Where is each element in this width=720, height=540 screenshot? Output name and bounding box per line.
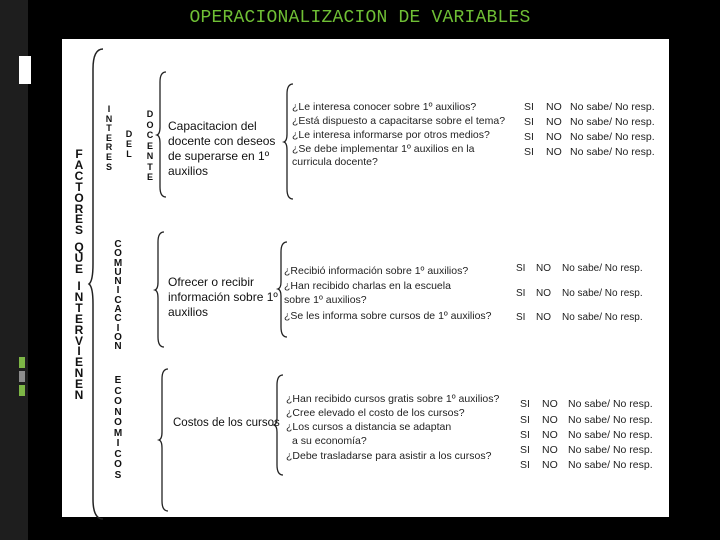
group2-question-4: ¿Se les informa sobre cursos de 1º auxilios? [284, 310, 492, 322]
vertical-letter: E [105, 151, 112, 162]
group3-question-2: ¿Cree elevado el costo de los cursos? [286, 407, 465, 419]
vertical-letter: M [113, 427, 123, 439]
diagram-panel [62, 39, 669, 517]
group3-answer-row [520, 398, 653, 411]
vertical-letter: E [74, 212, 83, 227]
answer-nsnr: No sabe/ No resp. [568, 398, 653, 410]
vertical-letter: T [75, 179, 83, 194]
vertical-letter: F [75, 147, 83, 161]
vertical-letter: E [74, 377, 83, 392]
vertical-letter: N [74, 388, 84, 403]
group3-brace [159, 369, 169, 511]
vertical-letter: M [113, 257, 123, 269]
answer-no: NO [542, 444, 558, 456]
group2-answer-row [516, 311, 643, 324]
group3-answer-row [520, 444, 653, 457]
answer-no: NO [536, 312, 551, 323]
group2-question-1: ¿Recibió información sobre 1º auxilios? [284, 265, 469, 277]
answer-nsnr: No sabe/ No resp. [568, 414, 653, 426]
vertical-letter: T [147, 161, 153, 172]
slide-title: OPERACIONALIZACION DE VARIABLES [189, 8, 531, 28]
answer-si: SI [516, 312, 526, 323]
vertical-letter: E [74, 262, 83, 277]
answer-nsnr: No sabe/ No resp. [562, 312, 643, 323]
accent-block [19, 56, 31, 84]
group2-question-3: sobre 1º auxilios? [284, 294, 367, 306]
main-vertical-label [72, 149, 86, 401]
vertical-letter: N [114, 276, 122, 288]
vertical-letter: E [105, 132, 112, 143]
vertical-letter: U [74, 251, 84, 266]
vertical-letter: E [125, 139, 132, 149]
vertical-letter: C [114, 313, 122, 325]
vertical-letter: E [114, 375, 122, 386]
group1-question-2: ¿Está dispuesto a capacitarse sobre el tema? [292, 115, 506, 127]
answer-nsnr: No sabe/ No resp. [570, 101, 655, 113]
vertical-letter: C [74, 168, 84, 183]
group1-question-3: ¿Le interesa informarse por otros medios? [292, 129, 490, 141]
group3-question-3: ¿Los cursos a distancia se adaptan [286, 421, 452, 433]
vertical-letter: A [74, 157, 84, 172]
vertical-letter: E [74, 355, 83, 370]
answer-si: SI [520, 459, 530, 471]
vertical-letter: S [114, 469, 122, 481]
answer-si: SI [516, 288, 526, 299]
vertical-letter: T [106, 123, 112, 134]
vertical-letter: I [116, 322, 120, 334]
deco-square-green-1 [19, 357, 25, 368]
vertical-letter: D [125, 129, 133, 139]
group1-answer-row [524, 146, 655, 159]
group1-question-1: ¿Le interesa conocer sobre 1º auxilios? [292, 101, 477, 113]
vertical-letter: C [114, 448, 122, 460]
vertical-letter: I [77, 344, 81, 359]
vertical-letter: R [74, 201, 84, 216]
answer-si: SI [520, 398, 530, 410]
answer-nsnr: No sabe/ No resp. [570, 131, 655, 143]
answer-no: NO [542, 398, 558, 410]
answer-no: NO [542, 459, 558, 471]
answer-nsnr: No sabe/ No resp. [568, 429, 653, 441]
group1-question-4: ¿Se debe implementar 1º auxilios en la [292, 143, 475, 155]
answer-nsnr: No sabe/ No resp. [568, 444, 653, 456]
vertical-letter: R [74, 322, 84, 337]
answer-nsnr: No sabe/ No resp. [570, 116, 655, 128]
answer-nsnr: No sabe/ No resp. [568, 459, 653, 471]
group1-answer-row [524, 131, 655, 144]
answer-no: NO [546, 131, 562, 143]
answer-no: NO [536, 288, 551, 299]
vertical-letter: C [146, 130, 154, 140]
group3-question-1: ¿Han recibido cursos gratis sobre 1º auxilios? [286, 393, 500, 405]
vertical-letter: L [126, 149, 132, 159]
vertical-letter: S [105, 161, 112, 172]
group1-category: Capacitacion del docente con deseos de superarse en 1º auxilios [168, 119, 276, 178]
vertical-letter: O [114, 417, 122, 428]
vertical-letter: N [74, 289, 84, 304]
group2-label-comunicacion [111, 240, 125, 352]
group3-answer-row [520, 414, 653, 427]
deco-square-gray-1 [19, 371, 25, 382]
vertical-letter: O [114, 459, 122, 470]
group2-answer-row [516, 287, 643, 300]
vertical-letter: N [114, 341, 122, 353]
group1-answer-row [524, 116, 655, 129]
answer-no: NO [542, 429, 558, 441]
deco-square-green-2 [19, 385, 25, 396]
answer-nsnr: No sabe/ No resp. [570, 146, 655, 158]
group2-question-2: ¿Han recibido charlas en la escuela [284, 280, 451, 292]
answer-no: NO [536, 263, 551, 274]
group3-category: Costos de los cursos [173, 417, 280, 429]
vertical-letter: Q [74, 240, 84, 255]
vertical-letter: T [75, 300, 83, 315]
answer-si: SI [520, 414, 530, 426]
answer-si: SI [524, 146, 534, 158]
vertical-letter: O [114, 396, 122, 407]
vertical-letter: I [116, 438, 120, 449]
vertical-letter: C [114, 294, 122, 306]
vertical-letter: N [74, 366, 84, 381]
vertical-letter: O [74, 190, 84, 205]
vertical-letter: S [74, 223, 83, 238]
vertical-letter: V [74, 333, 83, 348]
vertical-letter: O [114, 248, 122, 260]
group2-brace [155, 232, 165, 347]
vertical-letter: N [105, 113, 113, 124]
vertical-letter: I [116, 285, 120, 297]
answer-no: NO [546, 116, 562, 128]
answer-no: NO [542, 414, 558, 426]
vertical-letter: D [146, 109, 154, 119]
vertical-letter: E [146, 140, 153, 151]
group1-label-interes [102, 105, 116, 172]
group3-label-economicos [111, 376, 125, 481]
answer-si: SI [524, 131, 534, 143]
answer-si: SI [520, 429, 530, 441]
vertical-letter: E [146, 172, 153, 182]
group3-answer-row [520, 459, 653, 472]
vertical-letter: I [77, 278, 81, 293]
group3-question-5: ¿Debe trasladarse para asistir a los cursos? [286, 450, 492, 462]
vertical-letter: A [114, 304, 122, 316]
vertical-letter: O [114, 331, 122, 343]
group1-brace [157, 72, 167, 197]
answer-nsnr: No sabe/ No resp. [562, 288, 643, 299]
group3-answer-row [520, 429, 653, 442]
group1-label-del [122, 129, 136, 159]
answer-si: SI [516, 263, 526, 274]
vertical-letter: E [74, 311, 83, 326]
vertical-letter: R [105, 142, 113, 153]
group1-question-5: curricula docente? [292, 156, 378, 168]
group3-question-4: a su economía? [292, 435, 367, 447]
vertical-letter: C [114, 385, 122, 397]
answer-si: SI [524, 116, 534, 128]
answer-nsnr: No sabe/ No resp. [562, 263, 643, 274]
vertical-letter: C [114, 239, 122, 250]
answer-si: SI [524, 101, 534, 113]
vertical-letter: O [146, 119, 154, 130]
group2-answer-row [516, 262, 643, 275]
group1-answer-row [524, 101, 655, 114]
vertical-letter: I [107, 104, 111, 114]
group1-label-docente [143, 109, 157, 183]
vertical-letter: N [146, 151, 154, 161]
answer-no: NO [546, 146, 562, 158]
group2-category: Ofrecer o recibir información sobre 1º auxilios [168, 275, 278, 319]
answer-si: SI [520, 444, 530, 456]
answer-no: NO [546, 101, 562, 113]
group3-question-brace [274, 375, 284, 475]
vertical-letter: N [114, 406, 122, 418]
vertical-letter: U [114, 266, 122, 278]
